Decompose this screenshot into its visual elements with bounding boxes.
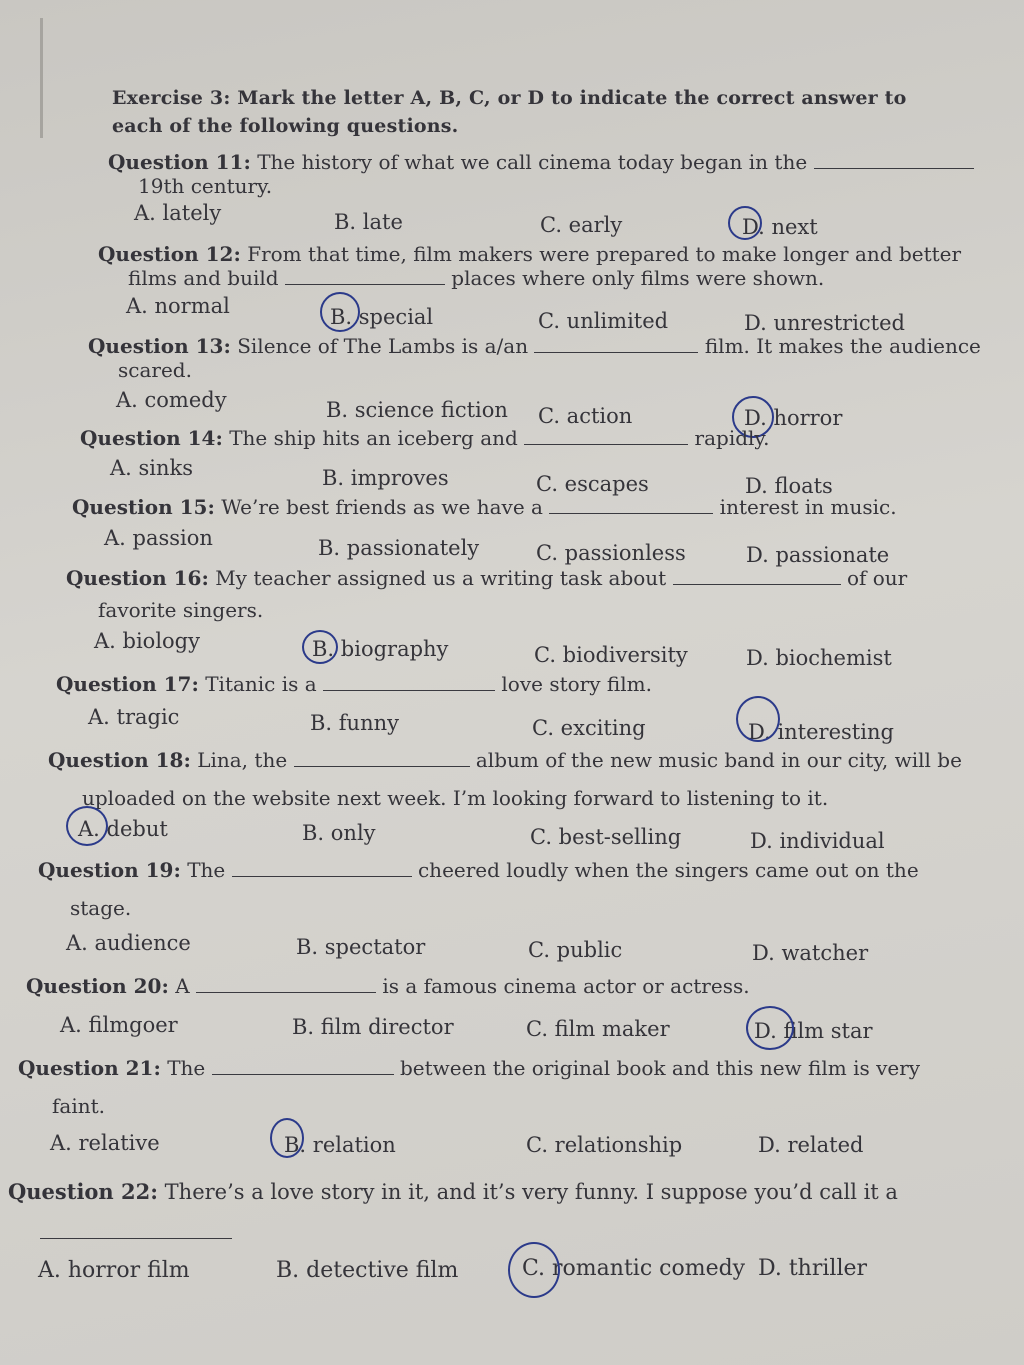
option-c: C. romantic comedy [522, 1256, 746, 1281]
question-19-continuation: stage. [70, 896, 132, 920]
exercise-title: Exercise 3: Mark the letter A, B, C, or D to indicate the correct answer to each of the following questions. [112, 87, 907, 137]
option-d: D. floats [745, 474, 833, 498]
question-20: Question 20: A is a famous cinema actor or actress. [26, 974, 750, 998]
question-label: Question 20: [26, 974, 169, 998]
question-13: Question 13: Silence of The Lambs is a/an film. It makes the audience [88, 334, 981, 358]
option-d: D. passionate [746, 543, 890, 567]
question-stem: The [187, 858, 226, 882]
question-11-continuation: 19th century. [138, 174, 273, 198]
question-stem: The ship hits an iceberg and [229, 426, 518, 450]
option-d: D. horror [744, 406, 843, 430]
question-12 [98, 242, 961, 266]
answer-blank [549, 497, 713, 514]
option-c: C. exciting [532, 716, 646, 740]
option-d: D. biochemist [746, 646, 892, 670]
question-label: Question 17: [56, 672, 199, 696]
question-stem: The history of what we call cinema today began in the [257, 150, 808, 174]
option-d: D. individual [750, 829, 885, 853]
answer-circle-mark [270, 1118, 304, 1158]
question-19: Question 19: The cheered loudly when the singers came out on the [38, 858, 919, 882]
question-15: Question 15: We’re best friends as we have a interest in music. [72, 495, 897, 519]
option-a: A. horror film [38, 1258, 190, 1283]
question-label: Question 18: [48, 748, 191, 772]
question-21: Question 21: The between the original book and this new film is very [18, 1056, 921, 1080]
answer-circle-mark [320, 292, 360, 332]
question-16-continuation: favorite singers. [98, 598, 264, 622]
answer-circle-mark [746, 1006, 794, 1050]
option-b: B. science fiction [326, 398, 508, 422]
option-d: D. unrestricted [744, 311, 905, 335]
option-d: D. interesting [748, 720, 894, 744]
question-label: Question 14: [80, 426, 223, 450]
answer-blank [196, 976, 376, 993]
option-b: B. biography [312, 637, 449, 661]
answer-blank [814, 152, 974, 169]
option-b: B. detective film [276, 1258, 459, 1283]
option-b: B. passionately [318, 536, 480, 560]
option-a: A. debut [78, 817, 168, 841]
option-a: A. lately [134, 201, 222, 225]
option-d: D. film star [754, 1019, 873, 1043]
question-22 [8, 1180, 898, 1204]
question-stem: We’re best friends as we have a [221, 495, 543, 519]
option-c: C. biodiversity [534, 643, 688, 667]
answer-circle-mark [728, 206, 762, 240]
question-label: Question 16: [66, 566, 209, 590]
option-c: C. escapes [536, 472, 649, 496]
answer-blank [673, 568, 841, 585]
option-b: B. only [302, 821, 376, 845]
option-c: C. relationship [526, 1133, 683, 1157]
option-a: A. biology [94, 629, 200, 653]
question-stem: There’s a love story in it, and it’s very funny. I suppose you’d call it a [164, 1180, 898, 1204]
question-11 [108, 150, 974, 174]
question-stem: My teacher assigned us a writing task about [215, 566, 667, 590]
option-a: A. audience [66, 931, 191, 955]
option-a: A. comedy [116, 388, 227, 412]
option-a: A. passion [104, 526, 213, 550]
question-stem: Silence of The Lambs is a/an [237, 334, 529, 358]
answer-blank [534, 336, 698, 353]
option-b: B. funny [310, 711, 399, 735]
answer-blank [524, 428, 688, 445]
question-17: Question 17: Titanic is a love story film. [56, 672, 652, 696]
option-a: A. normal [126, 294, 230, 318]
question-stem: From that time, film makers were prepared to make longer and better [247, 242, 962, 266]
option-b: B. special [330, 305, 434, 329]
question-label: Question 19: [38, 858, 181, 882]
question-12-continuation: films and build places where only films were shown. [128, 266, 825, 290]
question-stem: The [167, 1056, 206, 1080]
option-b: B. relation [284, 1133, 396, 1157]
answer-circle-mark [508, 1242, 560, 1298]
answer-circle-mark [302, 630, 338, 664]
question-label: Question 22: [8, 1179, 158, 1204]
question-13-continuation: scared. [118, 358, 192, 382]
question-label: Question 13: [88, 334, 231, 358]
option-a: A. sinks [110, 456, 194, 480]
question-label: Question 21: [18, 1056, 161, 1080]
option-b: B. improves [322, 466, 449, 490]
option-c: C. public [528, 938, 623, 962]
question-stem: Lina, the [197, 748, 288, 772]
paper-fold-mark [40, 18, 43, 138]
answer-blank [285, 268, 445, 285]
option-c: C. best-selling [530, 825, 682, 849]
question-21-continuation: faint. [52, 1094, 105, 1118]
option-a: A. filmgoer [60, 1013, 178, 1037]
question-14: Question 14: The ship hits an iceberg and rapidly. [80, 426, 770, 450]
option-d: D. related [758, 1133, 864, 1157]
option-d: D. watcher [752, 941, 869, 965]
question-label: Question 11: [108, 150, 251, 174]
option-b: B. spectator [296, 935, 426, 959]
question-18-continuation: uploaded on the website next week. I’m looking forward to listening to it. [82, 786, 829, 810]
question-16: Question 16: My teacher assigned us a writing task about of our [66, 566, 908, 590]
option-d: D. next [742, 215, 818, 239]
question-stem: Titanic is a [205, 672, 317, 696]
answer-blank [212, 1058, 394, 1075]
question-label: Question 15: [72, 495, 215, 519]
answer-blank [323, 674, 495, 691]
option-a: A. relative [50, 1131, 160, 1155]
answer-blank [294, 750, 470, 767]
question-label: Question 12: [98, 242, 241, 266]
option-b: B. late [334, 210, 403, 234]
option-c: C. passionless [536, 541, 686, 565]
option-d: D. thriller [758, 1256, 868, 1281]
answer-blank [232, 860, 412, 877]
option-c: C. action [538, 404, 633, 428]
option-c: C. film maker [526, 1017, 670, 1041]
option-a: A. tragic [88, 705, 180, 729]
option-c: C. early [540, 213, 623, 237]
question-stem: A [175, 974, 190, 998]
answer-circle-mark [736, 696, 780, 742]
option-b: B. film director [292, 1015, 454, 1039]
answer-blank [40, 1238, 232, 1239]
option-c: C. unlimited [538, 309, 669, 333]
answer-circle-mark [66, 806, 108, 846]
question-18: Question 18: Lina, the album of the new music band in our city, will be [48, 748, 962, 772]
